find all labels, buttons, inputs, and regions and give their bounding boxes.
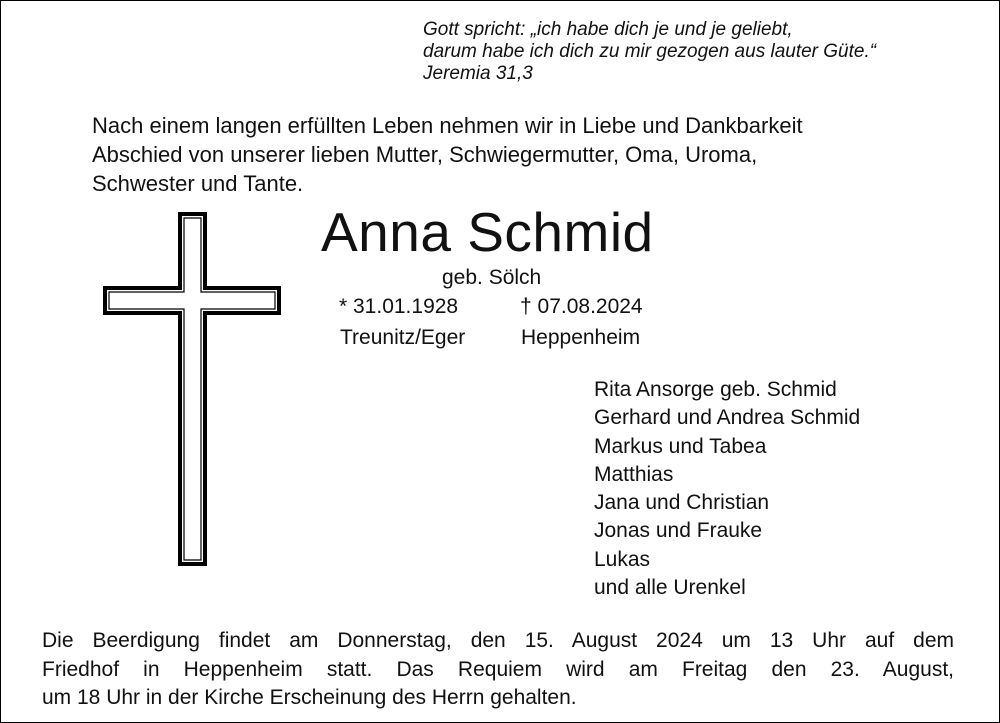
quote-line-2: darum habe ich dich zu mir gezogen aus lauter Güte.“: [423, 41, 877, 62]
funeral-line-3: um 18 Uhr in der Kirche Erscheinung des Herrn gehalten.: [42, 686, 577, 709]
birth-date: * 31.01.1928: [339, 295, 459, 318]
mourner: Markus und Tabea: [594, 434, 767, 458]
quote-line-1: Gott spricht: „ich habe dich je und je geliebt,: [423, 19, 793, 40]
maiden-name: geb. Sölch: [442, 266, 542, 289]
mourner: und alle Urenkel: [594, 576, 746, 600]
intro-text: [92, 111, 803, 198]
mourner: Jonas und Frauke: [594, 519, 763, 543]
intro-line-1: Nach einem langen erfüllten Leben nehmen wir in Liebe und Dankbarkeit: [92, 113, 803, 138]
death-date: † 07.08.2024: [520, 295, 643, 318]
funeral-line-1: Die Beerdigung findet am Donnerstag, den 15. August 2024 um 13 Uhr auf dem: [42, 629, 954, 652]
mourner: Jana und Christian: [594, 491, 770, 515]
mourners-list: [594, 376, 860, 602]
intro-line-3: Schwester und Tante.: [92, 171, 304, 196]
mourner: Matthias: [594, 462, 674, 486]
deceased-name: Anna Schmid: [321, 201, 654, 263]
death-place: Heppenheim: [521, 326, 641, 349]
intro-line-2: Abschied von unserer lieben Mutter, Schwiegermutter, Oma, Uroma,: [92, 142, 758, 167]
mourner: Gerhard und Andrea Schmid: [594, 406, 861, 430]
cross-icon: [103, 212, 283, 573]
bible-quote: [423, 19, 876, 85]
quote-source: Jeremia 31,3: [423, 63, 533, 84]
mourner: Rita Ansorge geb. Schmid: [594, 378, 837, 401]
mourner: Lukas: [594, 547, 651, 571]
funeral-info: [42, 627, 954, 713]
birth-place: Treunitz/Eger: [340, 326, 466, 349]
funeral-line-2: Friedhof in Heppenheim statt. Das Requiem wird am Freitag den 23. August,: [42, 657, 954, 681]
